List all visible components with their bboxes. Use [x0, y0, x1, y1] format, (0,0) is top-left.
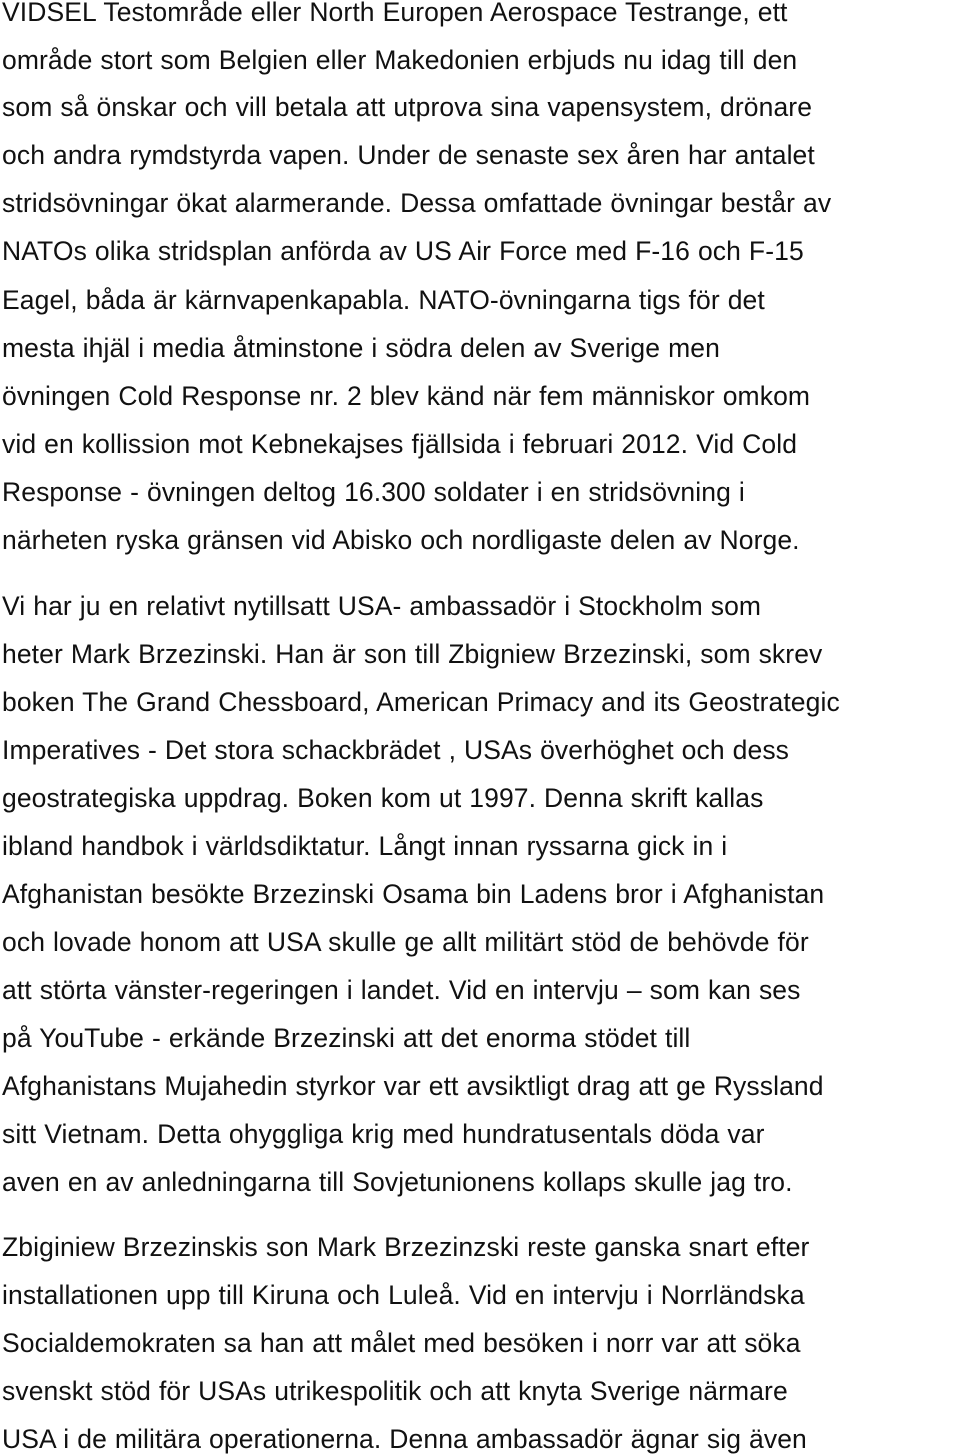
paragraph-line: sitt Vietnam. Detta ohyggliga krig med hundratusentals döda var [2, 1119, 765, 1149]
paragraph-line: som så önskar och vill betala att utprova sina vapensystem, drönare [2, 92, 813, 122]
paragraph-line: NATOs olika stridsplan anförda av US Air Force med F-16 och F-15 [2, 236, 804, 266]
paragraph-line: geostrategiska uppdrag. Boken kom ut 1997. Denna skrift kallas [2, 783, 764, 813]
paragraph-line: boken The Grand Chessboard, American Primacy and its Geostrategic [2, 687, 840, 717]
paragraph-line: VIDSEL Testområde eller North Europen Aerospace Testrange, ett [2, 0, 788, 27]
paragraph-line: ibland handbok i världsdiktatur. Långt innan ryssarna gick in i [2, 831, 728, 861]
paragraph-line: och andra rymdstyrda vapen. Under de senaste sex åren har antalet [2, 140, 815, 170]
paragraph-line: på YouTube - erkände Brzezinski att det enorma stödet till [2, 1023, 691, 1053]
paragraph-line: Response - övningen deltog 16.300 soldater i en stridsövning i [2, 477, 745, 507]
paragraph-line: närheten ryska gränsen vid Abisko och nordligaste delen av Norge. [2, 525, 800, 555]
paragraph-line: USA i de militära operationerna. Denna ambassadör ägnar sig även [2, 1424, 807, 1454]
paragraph-line: mesta ihjäl i media åtminstone i södra delen av Sverige men [2, 333, 720, 363]
paragraph-line: Afghanistans Mujahedin styrkor var ett avsiktligt drag att ge Ryssland [2, 1071, 824, 1101]
paragraph-line: svenskt stöd för USAs utrikespolitik och att knyta Sverige närmare [2, 1376, 788, 1406]
paragraph-line: och lovade honom att USA skulle ge allt militärt stöd de behövde för [2, 927, 809, 957]
paragraph-line: att störta vänster-regeringen i landet. Vid en intervju – som kan ses [2, 975, 801, 1005]
paragraph-line: Vi har ju en relativt nytillsatt USA- ambassadör i Stockholm som [2, 591, 762, 621]
paragraph-line: Zbiginiew Brzezinskis son Mark Brzezinzski reste ganska snart efter [2, 1232, 810, 1262]
paragraph-line: installationen upp till Kiruna och Luleå. Vid en intervju i Norrländska [2, 1280, 805, 1310]
paragraph-line: Imperatives - Det stora schackbrädet , USAs överhöghet och dess [2, 735, 790, 765]
paragraph-line: vid en kollission mot Kebnekajses fjällsida i februari 2012. Vid Cold [2, 429, 798, 459]
paragraph-line: Socialdemokraten sa han att målet med besöken i norr var att söka [2, 1328, 801, 1358]
paragraph-line: Afghanistan besökte Brzezinski Osama bin Ladens bror i Afghanistan [2, 879, 825, 909]
paragraph-line: stridsövningar ökat alarmerande. Dessa omfattade övningar består av [2, 188, 832, 218]
paragraph-line: Eagel, båda är kärnvapenkapabla. NATO-övningarna tigs för det [2, 285, 765, 315]
paragraph-line: heter Mark Brzezinski. Han är son till Zbigniew Brzezinski, som skrev [2, 639, 823, 669]
paragraph-line: område stort som Belgien eller Makedonien erbjuds nu idag till den [2, 45, 798, 75]
paragraph-line: aven en av anledningarna till Sovjetunionens kollaps skulle jag tro. [2, 1167, 793, 1197]
paragraph-line: övningen Cold Response nr. 2 blev känd när fem människor omkom [2, 381, 811, 411]
